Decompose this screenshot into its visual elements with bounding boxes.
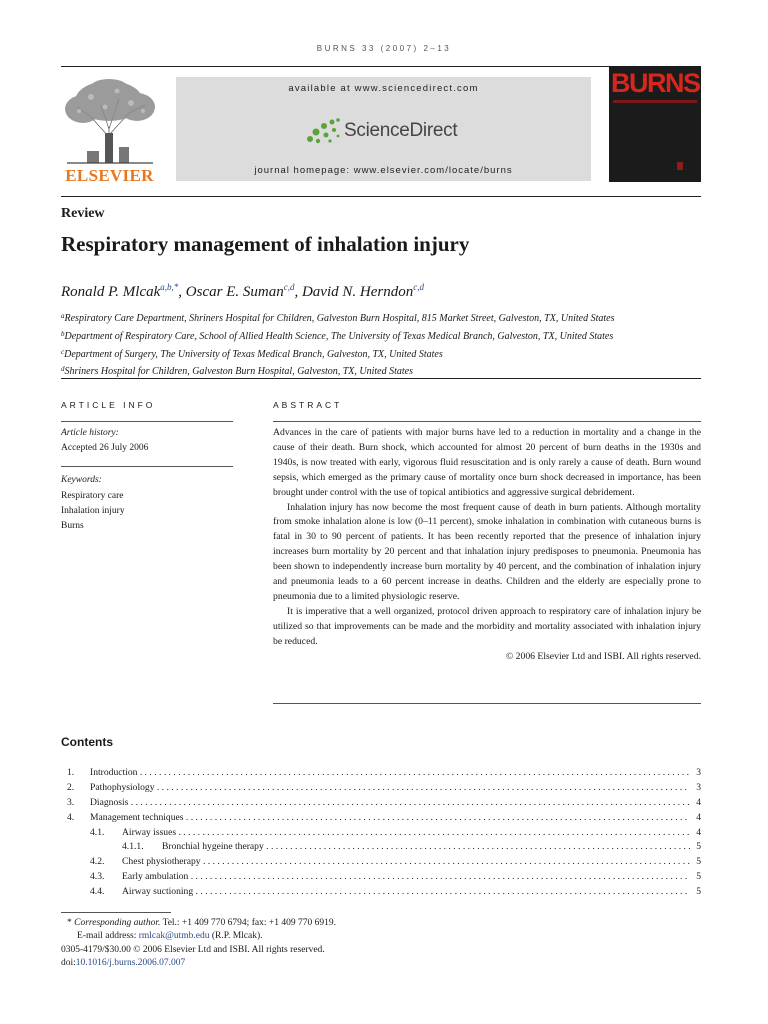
affiliation-text: Shriners Hospital for Children, Galveston Burn Hospital, Galveston, TX, United States <box>64 366 414 378</box>
abstract-rule <box>273 703 701 704</box>
article-history-value: Accepted 26 July 2006 <box>61 443 149 453</box>
email-link[interactable]: rmlcak@utmb.edu <box>138 931 210 942</box>
table-of-contents <box>61 766 701 900</box>
toc-item-airway-issues[interactable] <box>61 826 701 841</box>
toc-text: Early ambulation . . . <box>122 870 690 885</box>
toc-item-chest-physiotherapy[interactable] <box>61 855 701 870</box>
affiliation-mark: d <box>61 365 65 374</box>
article-history-label: Article history: <box>61 428 119 438</box>
toc-item-diagnosis[interactable] <box>61 796 701 811</box>
affiliation-item <box>61 309 721 327</box>
toc-page: 5 <box>693 840 701 855</box>
journal-homepage-link[interactable]: journal homepage: www.elsevier.com/locate/burns <box>254 165 513 176</box>
toc-page: 4 <box>693 811 701 826</box>
toc-text: Chest physiotherapy . . . <box>122 855 690 870</box>
affiliation-mark: a <box>61 312 65 320</box>
affiliation-mark: b <box>61 329 65 338</box>
header-top-rule <box>61 66 701 67</box>
toc-text: Introduction . . . <box>90 766 690 781</box>
author-affil-marks[interactable]: a,b,* <box>160 282 179 292</box>
abstract-paragraph: It is imperative that a well organized, protocol driven approach to respiratory care of inhalation injury be utilized so that improvements can be made and the morbidity and mortality associated with inhalation injury be reduced. <box>273 605 701 647</box>
toc-item-early-ambulation[interactable] <box>61 870 701 885</box>
journal-cover <box>609 66 701 182</box>
toc-item-pathophysiology[interactable] <box>61 781 701 796</box>
keyword-item: Burns <box>61 521 84 531</box>
toc-page: 4 <box>693 796 701 811</box>
affiliation-text: Department of Respiratory Care, School of Allied Health Science, The University of Texas Medical Branch, Galveston, TX, United States <box>64 330 614 342</box>
available-at-text: available at www.sciencedirect.com <box>288 83 479 94</box>
author-separator: , <box>178 284 186 300</box>
abstract-body <box>273 426 701 665</box>
toc-number: 4.4. <box>90 886 105 898</box>
author-name: Oscar E. Suman <box>185 284 284 300</box>
toc-page: 5 <box>693 885 701 900</box>
article-type: Review <box>61 206 105 221</box>
email-note <box>61 930 336 943</box>
toc-item-airway-suctioning[interactable] <box>61 885 701 900</box>
toc-page: 4 <box>693 826 701 841</box>
abstract-paragraph: Inhalation injury has now become the most frequent cause of death in burn patients. Although mortality from smoke inhalation alone is low (0–11 percent), smoke inhalation in combination with cutaneous burns is fatal in 30 to 90 percent of patients. It has been recently reported that the presence of inhalation injury increases burn mortality by 20 percent and that inhalation injury predisposes to pneumonia. Pneumonia has been shown to independently increase burn mortality by 40 percent, and the combination of inhalation injury and pneumonia leads to a 60 percent increase in deaths. Children and the elderly are especially prone to pneumonia due to a limited physiologic reserve. <box>273 501 701 602</box>
toc-number: 4.3. <box>90 871 105 883</box>
keywords-list <box>61 489 125 534</box>
toc-number: 4.1.1. <box>122 841 144 853</box>
cover-title: BURNS <box>611 68 700 98</box>
corresponding-author-note: * Corresponding author. Tel.: +1 409 770 6794; fax: +1 409 770 6919. <box>67 918 336 928</box>
author-name: David N. Herndon <box>301 284 414 300</box>
footnote-rule <box>61 912 171 913</box>
article-title: Respiratory management of inhalation injury <box>61 232 470 256</box>
email-label: E-mail address: <box>77 931 137 942</box>
affiliation-text: Department of Surgery, The University of Texas Medical Branch, Galveston, TX, United States <box>64 348 443 360</box>
toc-number: 3. <box>67 796 75 808</box>
sciencedirect-banner <box>176 77 591 181</box>
email-owner: (R.P. Mlcak). <box>211 931 263 942</box>
author-name: Ronald P. Mlcak <box>61 284 161 300</box>
keywords-label: Keywords: <box>61 475 102 485</box>
author-affil-marks[interactable]: c,d <box>413 282 424 292</box>
running-head: BURNS 33 (2007) 2–13 <box>316 44 452 53</box>
corresponding-author-contact: Tel.: +1 409 770 6794; fax: +1 409 770 6919. <box>162 918 336 928</box>
article-info-rule <box>61 421 233 422</box>
corresponding-author-label: Corresponding author. <box>74 918 161 928</box>
toc-number: 4.1. <box>90 826 105 838</box>
sciencedirect-logo <box>304 117 474 145</box>
toc-item-introduction[interactable] <box>61 766 701 781</box>
toc-number: 1. <box>67 767 75 778</box>
toc-page: 3 <box>693 781 701 796</box>
abstract-rule <box>273 421 701 422</box>
toc-item-management-techniques[interactable] <box>61 811 701 826</box>
header-bottom-rule <box>61 196 701 197</box>
affiliation-mark: c <box>61 347 65 356</box>
affiliation-item <box>61 345 721 363</box>
affiliation-item <box>61 327 721 345</box>
toc-page: 3 <box>693 766 701 781</box>
toc-text: Airway issues . . . <box>122 826 690 841</box>
toc-page: 5 <box>693 870 701 885</box>
article-info-rule <box>61 466 233 467</box>
section-divider <box>61 378 701 379</box>
contents-heading: Contents <box>61 735 113 749</box>
doi-label: doi: <box>61 958 76 969</box>
abstract-paragraph: Advances in the care of patients with major burns have led to a reduction in mortality and a change in the cause of their death. Burn shock, which accounted for almost 20 percent of burn deaths in the 1930s and 1940s, is now treated with early, vigorous fluid resuscitation and is only rarely a cause of death. Burn wound sepsis, which emerged as the primary cause of mortality once burn shock decreased in importance, has been brought under control with the use of topical antibiotics and aggressive surgical debridement. <box>273 427 701 498</box>
toc-page: 5 <box>693 855 701 870</box>
article-info-heading: ARTICLE INFO <box>61 400 156 410</box>
affiliations <box>61 309 721 380</box>
toc-number: 4. <box>67 811 75 823</box>
sciencedirect-wordmark: ScienceDirect <box>344 120 458 141</box>
toc-number: 2. <box>67 781 75 793</box>
author-affil-marks[interactable]: c,d <box>283 282 295 292</box>
keyword-item: Respiratory care <box>61 491 124 501</box>
author-separator: , <box>294 284 302 300</box>
doi-link[interactable]: 10.1016/j.burns.2006.07.007 <box>75 958 186 969</box>
toc-text: Management techniques . . . <box>90 811 690 826</box>
affiliation-text: Respiratory Care Department, Shriners Hospital for Children, Galveston Burn Hospital, 815 Market Street, Galveston, TX, United States <box>64 313 615 324</box>
footnotes <box>61 917 336 971</box>
toc-text: Airway suctioning . . . <box>122 885 690 900</box>
toc-text: Pathophysiology . . . <box>90 781 690 796</box>
doi-line <box>61 957 336 970</box>
toc-number: 4.2. <box>90 856 105 868</box>
toc-item-bronchial-hygeine-therapy[interactable] <box>61 840 701 855</box>
toc-text: Bronchial hygeine therapy . . . <box>162 840 690 855</box>
abstract-copyright: © 2006 Elsevier Ltd and ISBI. All rights reserved. <box>505 650 701 662</box>
issn-line: 0305-4179/$30.00 © 2006 Elsevier Ltd and ISBI. All rights reserved. <box>61 944 325 955</box>
keyword-item: Inhalation injury <box>61 506 125 516</box>
elsevier-logo-text: ELSEVIER <box>65 166 154 185</box>
sciencedirect-dots-icon <box>304 117 342 145</box>
toc-text: Diagnosis . . . <box>90 796 690 811</box>
cover-mark <box>677 162 683 170</box>
cover-subtitle-bar <box>613 100 697 103</box>
abstract-heading: ABSTRACT <box>273 400 343 410</box>
author-list <box>61 282 424 301</box>
